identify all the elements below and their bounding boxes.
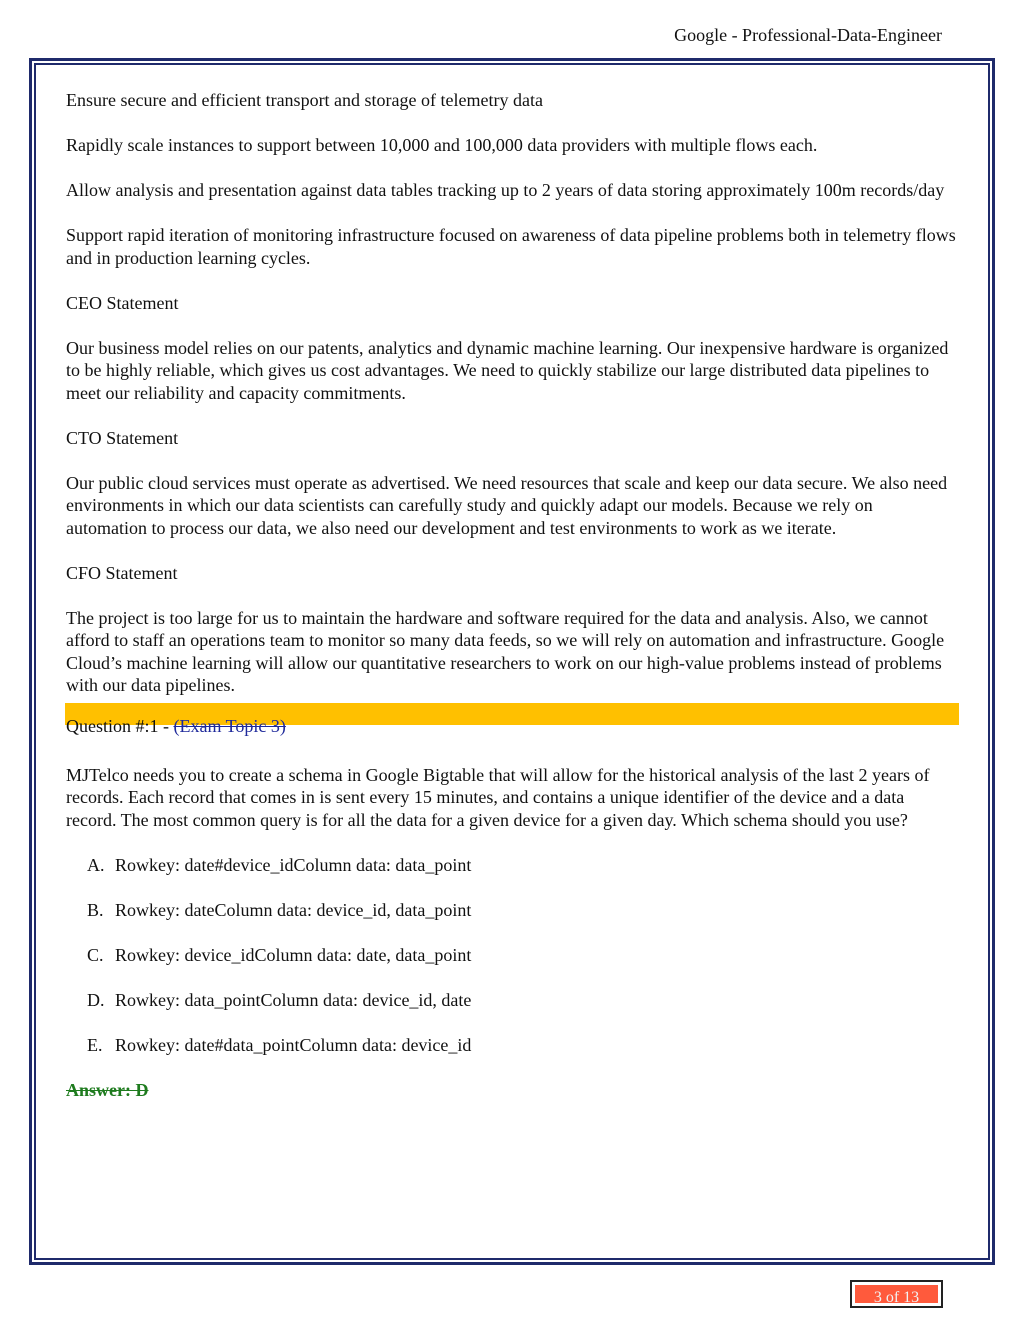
question-text: MJTelco needs you to create a schema in Google Bigtable that will allow for the historical analysis of the last 2 years of records. Each record that comes in is sent every 15 minutes, and contains a unique identifier of the device and a data record. The most common query is for all the data for a given device for a given day. Which schema should you use? [66,764,930,830]
ceo-heading: CEO Statement [66,292,179,313]
option-text: Rowkey: date#data_pointColumn data: device_id [115,1034,472,1055]
question-number: Question #:1 - [66,716,174,736]
exam-topic-link[interactable]: (Exam Topic 3) [173,716,286,736]
option-letter: D. [87,989,105,1010]
option-letter: E. [87,1034,103,1055]
option-c [87,944,958,967]
question-header [66,716,958,741]
ceo-statement: Our business model relies on our patents, analytics and dynamic machine learning. Our inexpensive hardware is organized to be highly reliable, which gives us cost advantages. We need to quickly stabilize our large distributed data pipelines to meet our reliability and capacity commitments. [66,337,949,403]
option-text: Rowkey: dateColumn data: device_id, data_point [115,899,472,920]
page-number-badge [850,1280,943,1308]
answer-options [66,854,958,1057]
cfo-heading: CFO Statement [66,562,178,583]
option-text: Rowkey: device_idColumn data: date, data_point [115,944,472,965]
option-letter: B. [87,899,104,920]
requirement-paragraph: Support rapid iteration of monitoring infrastructure focused on awareness of data pipeline problems both in telemetry flows and in production learning cycles. [66,225,956,268]
page-number: 3 of 13 [855,1285,938,1303]
option-letter: A. [87,854,105,875]
requirement-paragraph: Ensure secure and efficient transport and storage of telemetry data [66,90,543,110]
requirement-paragraph: Allow analysis and presentation against data tables tracking up to 2 years of data storing approximately 100m records/day [66,180,945,200]
option-letter: C. [87,944,104,965]
option-e [87,1034,958,1057]
document-header-title: Google - Professional-Data-Engineer [674,25,942,45]
option-text: Rowkey: data_pointColumn data: device_id, date [115,989,472,1010]
cfo-statement: The project is too large for us to maintain the hardware and software required for the data and analysis. Also, we cannot afford to staff an operations team to monitor so many data feeds, so we will rely on automation and infrastructure. Google Cloud’s machine learning will allow our quantitative researchers to work on our high-value problems instead of problems with our data pipelines. [66,607,945,695]
option-text: Rowkey: date#device_idColumn data: data_point [115,854,472,875]
option-b [87,899,958,922]
option-a [87,854,958,877]
question-title [66,715,286,738]
option-d [87,989,958,1012]
answer-label: Answer: D [66,1079,149,1100]
cto-heading: CTO Statement [66,427,179,448]
requirement-paragraph: Rapidly scale instances to support between 10,000 and 100,000 data providers with multiple flows each. [66,135,818,155]
page-content [66,89,958,1101]
cto-statement: Our public cloud services must operate as advertised. We need resources that scale and keep our data secure. We also need environments in which our data scientists can carefully study and quickly adapt our models. Because we rely on automation to process our data, we also need our development and test environments to work as we iterate. [66,472,948,538]
